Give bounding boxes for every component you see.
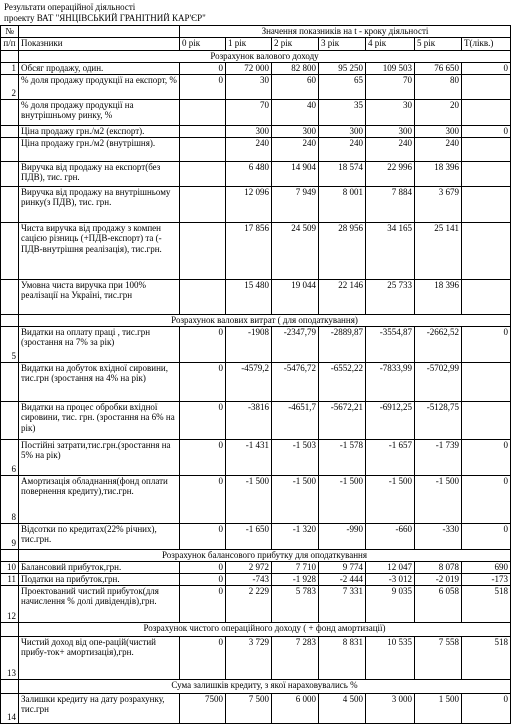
row-value: 300	[319, 125, 366, 137]
section-row	[1, 314, 511, 326]
header-steps-row	[1, 37, 511, 50]
section-title: Сума залишків кредиту, з якої нараховувались %	[19, 679, 511, 693]
table-row	[1, 475, 511, 523]
row-label: Амортизація обладнання(фонд оплати повернення кредиту),тис.грн.	[19, 475, 180, 523]
row-value: 82 800	[272, 62, 319, 74]
row-value: -3554,87	[366, 326, 415, 362]
row-value	[462, 186, 511, 222]
row-label: Ціна продажу грн./м2 (експорт).	[19, 125, 180, 137]
row-value: 7 500	[226, 693, 272, 723]
row-value: -1 431	[226, 439, 272, 475]
row-value: 2 229	[226, 585, 272, 622]
row-value: -2347,79	[272, 326, 319, 362]
row-number: 6	[1, 439, 19, 475]
row-value: 9 774	[319, 561, 366, 573]
row-value: 0	[462, 523, 511, 549]
row-value: 22 146	[319, 279, 366, 314]
row-value: -743	[226, 573, 272, 585]
table-row	[1, 74, 511, 99]
row-number	[1, 137, 19, 161]
row-value: 7 884	[366, 186, 415, 222]
row-value: 690	[462, 561, 511, 573]
row-value: 9 035	[366, 585, 415, 622]
section-title: Розрахунок валових витрат ( для оподаткування)	[19, 314, 511, 326]
row-label: Відсотки по кредитах(22% річних), тис.грн.	[19, 523, 180, 549]
row-number: 12	[1, 585, 19, 622]
row-value: 240	[272, 137, 319, 161]
row-value	[462, 161, 511, 186]
row-value	[462, 401, 511, 439]
header-row	[1, 26, 511, 38]
table-row	[1, 561, 511, 573]
row-value: -2889,87	[319, 326, 366, 362]
row-value: -4651,7	[272, 401, 319, 439]
row-label: Залишки кредиту на дату розрахунку, тис.грн	[19, 693, 180, 723]
row-value: 0	[180, 74, 226, 99]
row-label: Виручка від продажу на внутрішньому ринку(з ПДВ), тис. грн.	[19, 186, 180, 222]
row-value: 300	[415, 125, 462, 137]
row-value: 0	[180, 401, 226, 439]
header-step: 0 рік	[180, 37, 226, 50]
table-row	[1, 362, 511, 401]
row-value: 10 535	[366, 636, 415, 679]
row-value: 0	[180, 439, 226, 475]
row-value: -2 019	[415, 573, 462, 585]
row-value: 240	[319, 137, 366, 161]
row-value	[180, 186, 226, 222]
row-value: 0	[462, 125, 511, 137]
section-row	[1, 679, 511, 693]
row-value: -5128,75	[415, 401, 462, 439]
row-value: 14 904	[272, 161, 319, 186]
row-value: 3 000	[366, 693, 415, 723]
row-number: 11	[1, 573, 19, 585]
row-label: Чиста виручка від продажу з компен сацією різниць (+ПДВ-експорт) та (- ПДВ-внутрішня реалізація), тис.грн.	[19, 222, 180, 279]
row-value: -1 657	[366, 439, 415, 475]
header-no: №	[1, 26, 19, 38]
row-value: 70	[366, 74, 415, 99]
row-value	[462, 74, 511, 99]
row-value: -4579,2	[226, 362, 272, 401]
row-value	[180, 279, 226, 314]
row-number	[1, 401, 19, 439]
row-value: 0	[180, 362, 226, 401]
row-value: 8 001	[319, 186, 366, 222]
row-value: 0	[462, 475, 511, 523]
row-number: 2	[1, 74, 19, 99]
row-value	[180, 125, 226, 137]
row-value: 76 650	[415, 62, 462, 74]
row-value: 60	[272, 74, 319, 99]
row-value: 518	[462, 636, 511, 679]
row-value: 240	[415, 137, 462, 161]
row-value: 72 000	[226, 62, 272, 74]
row-value: 7 283	[272, 636, 319, 679]
row-value: 7 710	[272, 561, 319, 573]
row-value: 70	[226, 99, 272, 125]
section-no	[1, 50, 19, 62]
row-value: -5672,21	[319, 401, 366, 439]
row-value: 0	[462, 693, 511, 723]
row-value: 95 250	[319, 62, 366, 74]
header-group: Значення показників на t - кроку діяльності	[180, 26, 511, 38]
row-value: 18 396	[415, 161, 462, 186]
table-row	[1, 161, 511, 186]
table-row	[1, 401, 511, 439]
row-value: 6 058	[415, 585, 462, 622]
row-number: 14	[1, 693, 19, 723]
table-row	[1, 585, 511, 622]
row-value: 12 047	[366, 561, 415, 573]
row-label: Балансовий прибуток,грн.	[19, 561, 180, 573]
table-row	[1, 693, 511, 723]
section-row	[1, 50, 511, 62]
row-value: 0	[180, 326, 226, 362]
row-value: 24 509	[272, 222, 319, 279]
row-value: 0	[462, 62, 511, 74]
row-value: 20	[415, 99, 462, 125]
table-row	[1, 125, 511, 137]
row-label: Видатки на оплату праці , тис.грн (зростання на 7% за рік)	[19, 326, 180, 362]
row-label: Проектований чистий прибуток(для начислення % долі дивідендів),грн.	[19, 585, 180, 622]
row-number: 1	[1, 62, 19, 74]
header-step: 4 рік	[366, 37, 415, 50]
row-number	[1, 186, 19, 222]
row-value: 109 503	[366, 62, 415, 74]
section-title: Розрахунок балансового прибутку для оподаткування	[19, 549, 511, 561]
row-value: 300	[272, 125, 319, 137]
row-value	[462, 279, 511, 314]
row-value	[462, 99, 511, 125]
row-value: 0	[462, 326, 511, 362]
row-value: -660	[366, 523, 415, 549]
row-value	[180, 161, 226, 186]
operations-table	[0, 25, 511, 724]
row-label: Видатки на добуток вхідної сировини, тис.грн (зростання на 4% на рік)	[19, 362, 180, 401]
table-row	[1, 137, 511, 161]
row-value: 18 396	[415, 279, 462, 314]
row-value: 22 996	[366, 161, 415, 186]
row-value: 30	[366, 99, 415, 125]
row-value: -2662,52	[415, 326, 462, 362]
row-label: Податки на прибуток,грн.	[19, 573, 180, 585]
table-row	[1, 523, 511, 549]
row-value: -990	[319, 523, 366, 549]
section-row	[1, 549, 511, 561]
section-no	[1, 314, 19, 326]
header-indicators: Показники	[19, 37, 180, 50]
row-value: 35	[319, 99, 366, 125]
row-value: -3816	[226, 401, 272, 439]
row-value: -5702,99	[415, 362, 462, 401]
row-value: -5476,72	[272, 362, 319, 401]
row-number: 8	[1, 475, 19, 523]
row-value: -1 320	[272, 523, 319, 549]
row-value: -2 444	[319, 573, 366, 585]
row-value: 28 956	[319, 222, 366, 279]
table-row	[1, 573, 511, 585]
row-value: 240	[366, 137, 415, 161]
row-value: -1 739	[415, 439, 462, 475]
row-value: -330	[415, 523, 462, 549]
section-title: Розрахунок валового доходу	[19, 50, 511, 62]
row-value: -1 650	[226, 523, 272, 549]
row-number	[1, 362, 19, 401]
row-label: Виручка від продажу на експорт(без ПДВ), тис. грн.	[19, 161, 180, 186]
row-value: 2 972	[226, 561, 272, 573]
row-label: % доля продажу продукції на внутрішньому ринку, %	[19, 99, 180, 125]
row-value: -1 500	[319, 475, 366, 523]
row-value: 3 679	[415, 186, 462, 222]
row-value: 17 856	[226, 222, 272, 279]
row-number	[1, 125, 19, 137]
row-value: -1 500	[226, 475, 272, 523]
row-number	[1, 222, 19, 279]
row-value	[180, 222, 226, 279]
section-no	[1, 622, 19, 636]
row-value: 518	[462, 585, 511, 622]
row-value: 5 783	[272, 585, 319, 622]
row-value: 4 500	[319, 693, 366, 723]
row-value: 0	[462, 439, 511, 475]
table-row	[1, 279, 511, 314]
row-value: 25 141	[415, 222, 462, 279]
row-value: 12 096	[226, 186, 272, 222]
table-row	[1, 62, 511, 74]
row-value: -3 012	[366, 573, 415, 585]
row-value: 7 331	[319, 585, 366, 622]
table-row	[1, 222, 511, 279]
row-value: 7 558	[415, 636, 462, 679]
row-value: -1 500	[415, 475, 462, 523]
section-row	[1, 622, 511, 636]
row-value: -6912,25	[366, 401, 415, 439]
row-value: 7500	[180, 693, 226, 723]
row-number: 9	[1, 523, 19, 549]
row-number	[1, 99, 19, 125]
row-value: 40	[272, 99, 319, 125]
table-row	[1, 186, 511, 222]
row-value: 0	[180, 585, 226, 622]
table-row	[1, 439, 511, 475]
row-number: 5	[1, 326, 19, 362]
row-value: 300	[366, 125, 415, 137]
row-value: 0	[180, 636, 226, 679]
row-value: 0	[180, 475, 226, 523]
header-step: 3 рік	[319, 37, 366, 50]
row-number: 10	[1, 561, 19, 573]
row-value: 300	[226, 125, 272, 137]
row-value: 0	[180, 523, 226, 549]
table-row	[1, 326, 511, 362]
header-step: 2 рік	[272, 37, 319, 50]
row-label: Ціна продажу грн./м2 (внутрішня).	[19, 137, 180, 161]
header-blank	[19, 26, 180, 38]
row-value: 25 733	[366, 279, 415, 314]
row-value: -1 500	[366, 475, 415, 523]
row-value: 19 044	[272, 279, 319, 314]
row-value: -1908	[226, 326, 272, 362]
row-value	[462, 362, 511, 401]
section-no	[1, 679, 19, 693]
section-no	[1, 549, 19, 561]
row-value: 15 480	[226, 279, 272, 314]
row-value: -6552,22	[319, 362, 366, 401]
report-subtitle: проекту ВАТ "ЯНЦІВСЬКИЙ ГРАНІТНИЙ КАР'ЄР"	[4, 13, 206, 23]
row-value: 8 831	[319, 636, 366, 679]
row-label: % доля продажу продукції на експорт, %	[19, 74, 180, 99]
row-value	[462, 137, 511, 161]
row-label: Постійні затрати,тис.грн.(зростання на 5% на рік)	[19, 439, 180, 475]
row-label: Видатки на процес обробки вхідної сировини, тис. грн. (зростання на 6% на рік)	[19, 401, 180, 439]
row-value: 6 480	[226, 161, 272, 186]
row-value: -7833,99	[366, 362, 415, 401]
row-value: 18 574	[319, 161, 366, 186]
row-value: -1 500	[272, 475, 319, 523]
row-value: -1 503	[272, 439, 319, 475]
row-value: 0	[180, 573, 226, 585]
row-value	[180, 99, 226, 125]
header-step: Т(лікв.)	[462, 37, 511, 50]
section-title: Розрахунок чистого операційного доходу ( + фонд амортизації)	[19, 622, 511, 636]
row-value	[180, 137, 226, 161]
row-value: 0	[180, 561, 226, 573]
header-np: п/п	[1, 37, 19, 50]
row-value: 65	[319, 74, 366, 99]
table-row	[1, 99, 511, 125]
header-step: 5 рік	[415, 37, 462, 50]
row-value: 6 000	[272, 693, 319, 723]
report-title: Результати операційної діяльності	[4, 2, 136, 12]
row-value: 240	[226, 137, 272, 161]
row-value	[462, 222, 511, 279]
row-value: 3 729	[226, 636, 272, 679]
header-step: 1 рік	[226, 37, 272, 50]
row-label: Обсяг продажу, один.	[19, 62, 180, 74]
row-number	[1, 161, 19, 186]
row-number	[1, 279, 19, 314]
row-label: Умовна чиста виручка при 100% реалізації на Україні, тис.грн	[19, 279, 180, 314]
row-value: 30	[226, 74, 272, 99]
row-value: 7 949	[272, 186, 319, 222]
row-value: -1 578	[319, 439, 366, 475]
row-value: 1 500	[415, 693, 462, 723]
row-value: -1 928	[272, 573, 319, 585]
table-row	[1, 636, 511, 679]
row-label: Чистий доход від опе-рацій(чистий прибу-ток+ амортизація),грн.	[19, 636, 180, 679]
row-number: 13	[1, 636, 19, 679]
row-value: 8 078	[415, 561, 462, 573]
row-value: 34 165	[366, 222, 415, 279]
row-value: 80	[415, 74, 462, 99]
row-value: 0	[180, 62, 226, 74]
row-value: -173	[462, 573, 511, 585]
